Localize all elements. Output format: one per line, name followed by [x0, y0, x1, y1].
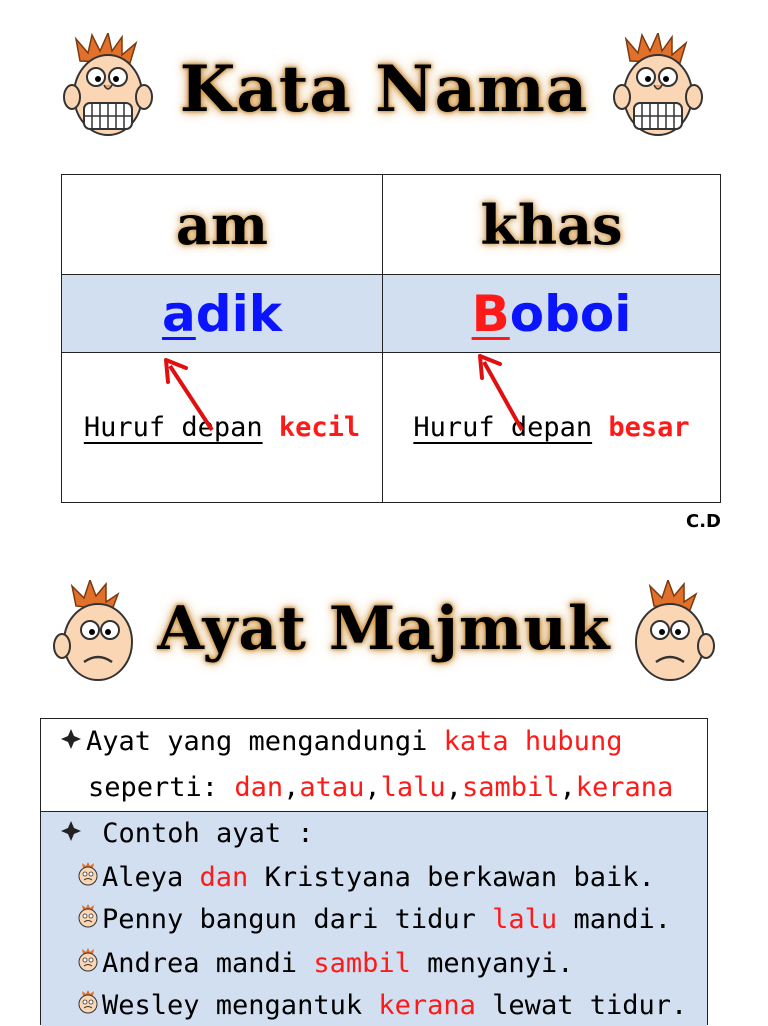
example-khas: [383, 275, 721, 353]
example-rest: oboi: [509, 284, 632, 343]
conjunction: lalu: [380, 772, 446, 803]
separator: ,: [283, 772, 300, 803]
separator: ,: [364, 772, 381, 803]
examples-heading-text: Contoh ayat :: [102, 818, 314, 849]
note-prefix: Huruf depan: [83, 412, 263, 443]
diamond-bullet-icon: [60, 818, 86, 849]
small-face-bullet-icon: [76, 904, 102, 935]
conjunction: kerana: [575, 772, 674, 803]
example-am: [62, 275, 383, 353]
small-face-bullet-icon: [76, 862, 102, 893]
note-prefix: Huruf depan: [413, 412, 593, 443]
sentence-after: menyanyi.: [427, 948, 574, 979]
header-am: am: [62, 175, 383, 275]
examples-heading: [60, 818, 314, 849]
section1-title: Kata Nama: [179, 52, 589, 127]
sentence-conjunction: dan: [199, 862, 249, 893]
sentence-before: Wesley mengantuk: [102, 990, 363, 1021]
sentence-conjunction: sambil: [313, 948, 411, 979]
first-letter-lowercase: a: [162, 284, 196, 343]
first-letter-uppercase: B: [471, 284, 510, 343]
red-arrow-icon: [474, 352, 534, 436]
small-face-bullet-icon: [76, 990, 102, 1021]
definition-line-2: [88, 772, 673, 803]
sentence-after: Kristyana berkawan baik.: [264, 862, 655, 893]
example-sentence: [76, 904, 671, 935]
separator: ,: [445, 772, 462, 803]
section2-title: Ayat Majmuk: [157, 594, 611, 664]
note-keyword: besar: [608, 412, 690, 443]
red-arrow-icon: [160, 356, 220, 436]
kata-nama-table: [61, 174, 721, 503]
note-am: [62, 353, 383, 503]
worried-cartoon-face-icon: [624, 580, 720, 684]
header-khas: khas: [383, 175, 721, 275]
definition-keyword: kata hubung: [443, 726, 623, 757]
sentence-conjunction: kerana: [378, 990, 476, 1021]
example-sentence: [76, 990, 687, 1021]
sentence-after: lewat tidur.: [492, 990, 688, 1021]
sentence-before: Aleya: [102, 862, 184, 893]
sentence-conjunction: lalu: [492, 904, 558, 935]
conjunction: dan: [234, 772, 284, 803]
diamond-bullet-icon: [60, 726, 86, 757]
grinning-cartoon-face-icon: [608, 33, 708, 141]
sentence-after: mandi.: [573, 904, 671, 935]
conjunction: atau: [299, 772, 365, 803]
conjunction-prefix: seperti:: [88, 772, 219, 803]
definition-line-1: [60, 726, 622, 757]
note-khas: [383, 353, 721, 503]
example-sentence: [76, 862, 655, 893]
example-sentence: [76, 948, 573, 979]
separator: ,: [559, 772, 576, 803]
conjunction: sambil: [461, 772, 560, 803]
small-face-bullet-icon: [76, 948, 102, 979]
sentence-before: Andrea mandi: [102, 948, 298, 979]
example-rest: dik: [195, 284, 282, 343]
sentence-before: Penny bangun dari tidur: [102, 904, 476, 935]
signature: C.D: [686, 511, 721, 532]
definition-text: Ayat yang mengandungi: [86, 726, 428, 757]
note-keyword: kecil: [278, 412, 361, 443]
